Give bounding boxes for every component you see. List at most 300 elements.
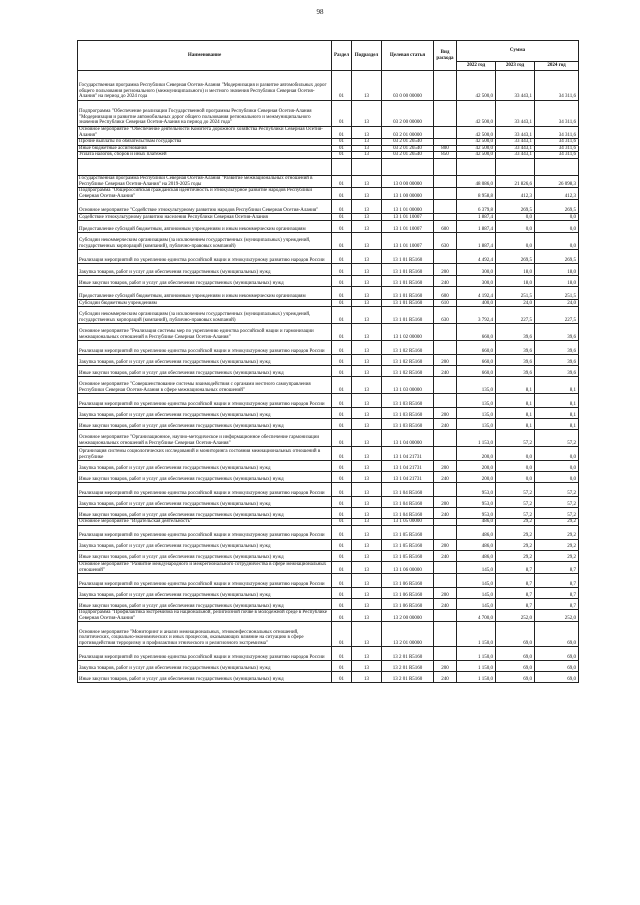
row-expense-type: [434, 574, 457, 588]
row-sum-2022: 486,0: [457, 525, 496, 539]
spacer-cell: [535, 158, 579, 175]
row-name: Иные бюджетные ассигнования: [78, 145, 332, 152]
row-sum-2024: 269,5: [535, 200, 579, 214]
row-sum-2023: 33 443,1: [496, 145, 535, 152]
row-sum-2024: 0,0: [535, 221, 579, 233]
row-sum-2024: 39,6: [535, 355, 579, 366]
table-row: [78, 233, 579, 250]
row-subsection: 13: [352, 661, 382, 672]
table-row: [78, 661, 579, 672]
header-year-2023: 2023 год: [496, 62, 535, 71]
row-sum-2024: 39,6: [535, 366, 579, 377]
table-row: [78, 366, 579, 377]
row-subsection: 13: [352, 233, 382, 250]
table-row: [78, 145, 579, 152]
row-expense-type: 200: [434, 408, 457, 419]
row-sum-2022: 42 500,0: [457, 139, 496, 146]
header-expense-type: Вид расхода: [434, 41, 457, 71]
row-name: Реализация мероприятий по укреплению единства российской нации и этнокультурному развитию народов России: [78, 647, 332, 661]
row-subsection: 13: [352, 188, 382, 200]
spacer-cell: [332, 158, 352, 175]
row-article: 13 1 02 R5160: [382, 355, 434, 366]
row-section: 01: [332, 561, 352, 573]
row-sum-2024: 8,1: [535, 419, 579, 430]
row-section: 01: [332, 276, 352, 287]
table-row: [78, 287, 579, 300]
row-article: 13 1 00 00000: [382, 188, 434, 200]
row-name: Подпрограмма "Профилактика экстремизма на национальной, религиозной почве в молодежной среде в Республике Северная Осетия-Алания": [78, 610, 332, 622]
row-sum-2023: 33 443,1: [496, 152, 535, 159]
table-row: [78, 188, 579, 200]
row-sum-2024: 0,0: [535, 214, 579, 221]
row-sum-2023: 8,7: [496, 574, 535, 588]
row-sum-2023: 21 826,6: [496, 175, 535, 187]
spacer-cell: [78, 158, 332, 175]
table-row: [78, 599, 579, 610]
row-name: Закупка товаров, работ и услуг для обеспечения государственных (муниципальных) нужд: [78, 539, 332, 550]
row-sum-2022: 42 500,0: [457, 152, 496, 159]
row-article: 13 1 01 00000: [382, 200, 434, 214]
row-sum-2023: 69,0: [496, 661, 535, 672]
row-sum-2022: 1 150,0: [457, 672, 496, 683]
spacer-cell: [457, 158, 496, 175]
row-name: Субсидии некоммерческим организациям (за исключением государственных (муниципальных) учреждений, государственных корпораций (компаний), публично-правовых компаний): [78, 307, 332, 324]
row-name: Государственная программа Республики Северная Осетия-Алания "Модернизация и развитие автомобильных дорог общего пользования регионального (межмуниципального) и местного значения Республики Северная Осетия-Алания" на период до 2024 года: [78, 71, 332, 101]
row-sum-2022: 135,0: [457, 408, 496, 419]
row-section: 01: [332, 574, 352, 588]
row-section: 01: [332, 661, 352, 672]
row-article: 13 1 05 R5160: [382, 550, 434, 561]
row-expense-type: 240: [434, 550, 457, 561]
row-article: 03 2 01 26540: [382, 139, 434, 146]
row-sum-2024: 24,0: [535, 300, 579, 307]
row-expense-type: 240: [434, 419, 457, 430]
row-expense-type: 200: [434, 539, 457, 550]
row-sum-2024: 57,2: [535, 497, 579, 508]
row-article: 13 2 01 R5160: [382, 647, 434, 661]
row-sum-2024: 29,2: [535, 525, 579, 539]
table-row: [78, 221, 579, 233]
row-subsection: 13: [352, 145, 382, 152]
row-article: 13 1 06 R5160: [382, 574, 434, 588]
row-sum-2022: 1 150,0: [457, 647, 496, 661]
row-expense-type: 240: [434, 599, 457, 610]
row-article: 13 0 00 00000: [382, 175, 434, 187]
row-sum-2023: 33 443,1: [496, 101, 535, 127]
row-expense-type: [434, 525, 457, 539]
row-sum-2024: 57,2: [535, 483, 579, 497]
row-sum-2023: 0,0: [496, 461, 535, 472]
table-row: [78, 127, 579, 139]
row-name: Субсидии некоммерческим организациям (за исключением государственных (муниципальных) учреждений, государственных корпораций (компаний), публично-правовых компаний): [78, 233, 332, 250]
row-name: Закупка товаров, работ и услуг для обеспечения государственных (муниципальных) нужд: [78, 588, 332, 599]
table-row: [78, 324, 579, 341]
row-subsection: 13: [352, 175, 382, 187]
row-section: 01: [332, 461, 352, 472]
row-section: 01: [332, 355, 352, 366]
row-sum-2024: 251,5: [535, 287, 579, 300]
row-sum-2023: 39,6: [496, 366, 535, 377]
row-subsection: 13: [352, 101, 382, 127]
row-subsection: 13: [352, 508, 382, 519]
row-name: Закупка товаров, работ и услуг для обеспечения государственных (муниципальных) нужд: [78, 355, 332, 366]
table-row: [78, 497, 579, 508]
row-expense-type: 200: [434, 355, 457, 366]
row-article: 13 1 01 R5160: [382, 276, 434, 287]
row-name: Основное мероприятие "Реализация системы мер по укреплению единства российской нации и гармонизации межнациональных отношений в Республике Северная Осетия-Алания": [78, 324, 332, 341]
row-subsection: 13: [352, 472, 382, 483]
row-section: 01: [332, 588, 352, 599]
row-article: 03 2 01 26540: [382, 152, 434, 159]
row-section: 01: [332, 483, 352, 497]
row-subsection: 13: [352, 152, 382, 159]
row-name: Основное мероприятие "Издательская деятельность": [78, 519, 332, 526]
row-section: 01: [332, 145, 352, 152]
row-section: 01: [332, 366, 352, 377]
row-sum-2022: 42 500,0: [457, 101, 496, 127]
header-name: Наименование: [78, 41, 332, 71]
table-row: [78, 574, 579, 588]
row-sum-2024: 57,2: [535, 508, 579, 519]
row-section: 01: [332, 341, 352, 355]
table-row: [78, 461, 579, 472]
row-article: 13 1 01 10007: [382, 214, 434, 221]
row-name: Закупка товаров, работ и услуг для обеспечения государственных (муниципальных) нужд: [78, 408, 332, 419]
row-name: Государственная программа Республики Северная Осетия-Алания "Развитие межнациональных отношений в Республике Северная Осетия-Алания" на 2019-2025 годы: [78, 175, 332, 187]
row-sum-2023: 0,0: [496, 472, 535, 483]
row-section: 01: [332, 647, 352, 661]
row-sum-2022: 1 887,4: [457, 233, 496, 250]
row-section: 01: [332, 622, 352, 647]
row-article: 13 1 05 R5160: [382, 539, 434, 550]
row-sum-2023: 8,1: [496, 394, 535, 408]
row-sum-2023: 39,6: [496, 355, 535, 366]
row-expense-type: [434, 377, 457, 394]
row-sum-2023: 24,0: [496, 300, 535, 307]
row-expense-type: [434, 175, 457, 187]
row-expense-type: 240: [434, 276, 457, 287]
row-expense-type: [434, 139, 457, 146]
row-name: Предоставление субсидий бюджетным, автономным учреждениям и иным некоммерческим организациям: [78, 221, 332, 233]
row-sum-2024: 26 098,3: [535, 175, 579, 187]
row-expense-type: 630: [434, 307, 457, 324]
row-subsection: 13: [352, 519, 382, 526]
row-section: 01: [332, 214, 352, 221]
row-expense-type: 850: [434, 152, 457, 159]
row-name: Иные закупки товаров, работ и услуг для обеспечения государственных (муниципальных) нужд: [78, 508, 332, 519]
row-sum-2022: 486,0: [457, 519, 496, 526]
row-subsection: 13: [352, 408, 382, 419]
row-name: Основное мероприятие "Развитие международного и межрегионального сотрудничества в сфере межнациональных отношений": [78, 561, 332, 573]
row-subsection: 13: [352, 377, 382, 394]
header-subsection: Подраздел: [352, 41, 382, 71]
row-sum-2022: 48 086,0: [457, 175, 496, 187]
table-row: [78, 561, 579, 573]
row-subsection: 13: [352, 71, 382, 101]
row-subsection: 13: [352, 647, 382, 661]
row-sum-2023: 8,1: [496, 419, 535, 430]
row-subsection: 13: [352, 366, 382, 377]
table-row: [78, 447, 579, 461]
row-section: 01: [332, 472, 352, 483]
row-article: 13 1 02 00000: [382, 324, 434, 341]
row-name: Реализация мероприятий по укреплению единства российской нации и этнокультурному развитию народов России: [78, 483, 332, 497]
row-sum-2024: 39,6: [535, 341, 579, 355]
row-section: 01: [332, 71, 352, 101]
row-section: 01: [332, 447, 352, 461]
row-section: 01: [332, 539, 352, 550]
row-sum-2024: 69,0: [535, 672, 579, 683]
row-name: Реализация мероприятий по укреплению единства российской нации и этнокультурному развитию народов России: [78, 250, 332, 264]
table-row: [78, 276, 579, 287]
table-row: [78, 519, 579, 526]
row-sum-2022: 486,0: [457, 539, 496, 550]
spacer-cell: [496, 158, 535, 175]
row-sum-2022: 42 500,0: [457, 127, 496, 139]
row-expense-type: [434, 324, 457, 341]
row-sum-2023: 0,0: [496, 214, 535, 221]
row-sum-2023: 29,2: [496, 525, 535, 539]
row-subsection: 13: [352, 300, 382, 307]
table-row: [78, 483, 579, 497]
row-sum-2022: 660,0: [457, 324, 496, 341]
row-expense-type: [434, 394, 457, 408]
row-expense-type: [434, 101, 457, 127]
row-sum-2022: 145,0: [457, 561, 496, 573]
table-row: [78, 394, 579, 408]
row-sum-2023: 269,5: [496, 250, 535, 264]
table-row: [78, 355, 579, 366]
header-article: Целевая статья: [382, 41, 434, 71]
row-section: 01: [332, 525, 352, 539]
row-sum-2024: 0,0: [535, 233, 579, 250]
row-expense-type: [434, 341, 457, 355]
row-sum-2023: 251,5: [496, 287, 535, 300]
row-name: Иные закупки товаров, работ и услуг для обеспечения государственных (муниципальных) нужд: [78, 276, 332, 287]
table-row: [78, 472, 579, 483]
row-name: Основное мероприятие "Обеспечение деятельности Комитета дорожного хозяйства Республики Северная Осетия-Алания": [78, 127, 332, 139]
table-row: [78, 622, 579, 647]
table-header: [78, 41, 579, 71]
row-article: 13 1 03 R5160: [382, 408, 434, 419]
row-sum-2023: 8,7: [496, 561, 535, 573]
row-subsection: 13: [352, 250, 382, 264]
row-article: 13 2 00 00000: [382, 610, 434, 622]
row-article: 13 1 01 R5160: [382, 250, 434, 264]
row-sum-2024: 69,0: [535, 647, 579, 661]
row-article: 13 1 04 21731: [382, 472, 434, 483]
row-sum-2023: 8,1: [496, 408, 535, 419]
row-sum-2024: 18,0: [535, 276, 579, 287]
row-subsection: 13: [352, 287, 382, 300]
row-section: 01: [332, 672, 352, 683]
row-article: 13 1 04 R5160: [382, 483, 434, 497]
row-sum-2023: 8,7: [496, 588, 535, 599]
table-row: [78, 430, 579, 447]
row-sum-2022: 953,0: [457, 508, 496, 519]
row-name: Реализация мероприятий по укреплению единства российской нации и этнокультурному развитию народов России: [78, 574, 332, 588]
row-section: 01: [332, 200, 352, 214]
row-article: 13 1 03 R5160: [382, 419, 434, 430]
row-sum-2022: 400,0: [457, 300, 496, 307]
row-sum-2023: 69,0: [496, 672, 535, 683]
row-section: 01: [332, 550, 352, 561]
row-name: Прочие выплаты по обязательствам государства: [78, 139, 332, 146]
row-sum-2022: 145,0: [457, 588, 496, 599]
table-row: [78, 550, 579, 561]
row-section: 01: [332, 508, 352, 519]
row-subsection: 13: [352, 561, 382, 573]
row-expense-type: 600: [434, 287, 457, 300]
row-article: 13 1 04 00000: [382, 430, 434, 447]
row-sum-2024: 34 311,6: [535, 71, 579, 101]
row-name: Иные закупки товаров, работ и услуг для обеспечения государственных (муниципальных) нужд: [78, 550, 332, 561]
row-section: 01: [332, 430, 352, 447]
table-row: [78, 525, 579, 539]
row-name: Иные закупки товаров, работ и услуг для обеспечения государственных (муниципальных) нужд: [78, 366, 332, 377]
row-subsection: 13: [352, 430, 382, 447]
table-row: [78, 139, 579, 146]
row-section: 01: [332, 175, 352, 187]
header-year-2022: 2022 год: [457, 62, 496, 71]
row-sum-2023: 269,5: [496, 200, 535, 214]
spacer-cell: [382, 158, 434, 175]
row-article: 13 1 03 00000: [382, 377, 434, 394]
row-name: Организация системы социологических исследований и мониторинга состояния межнациональных отношений в республике: [78, 447, 332, 461]
table-row: [78, 264, 579, 276]
table-row: [78, 588, 579, 599]
row-sum-2022: 135,0: [457, 419, 496, 430]
row-sum-2022: 1 887,4: [457, 221, 496, 233]
row-sum-2023: 39,6: [496, 341, 535, 355]
row-sum-2024: 8,7: [535, 574, 579, 588]
row-article: 13 2 01 R5160: [382, 672, 434, 683]
row-subsection: 13: [352, 497, 382, 508]
row-sum-2023: 69,0: [496, 622, 535, 647]
row-name: Реализация мероприятий по укреплению единства российской нации и этнокультурному развитию народов России: [78, 394, 332, 408]
header-sum: Сумма: [457, 41, 579, 62]
row-article: 13 1 05 R5160: [382, 525, 434, 539]
row-subsection: 13: [352, 276, 382, 287]
row-sum-2023: 57,2: [496, 508, 535, 519]
row-sum-2023: 29,2: [496, 550, 535, 561]
row-sum-2022: 660,0: [457, 341, 496, 355]
row-subsection: 13: [352, 574, 382, 588]
row-sum-2022: 42 500,0: [457, 145, 496, 152]
row-sum-2024: 269,5: [535, 250, 579, 264]
row-subsection: 13: [352, 127, 382, 139]
row-expense-type: [434, 127, 457, 139]
budget-table: [77, 40, 579, 683]
table-row: [78, 214, 579, 221]
table-row: [78, 539, 579, 550]
row-sum-2024: 34 311,6: [535, 127, 579, 139]
row-name: Иные закупки товаров, работ и услуг для обеспечения государственных (муниципальных) нужд: [78, 419, 332, 430]
row-article: 13 1 01 R5160: [382, 287, 434, 300]
page-number: 98: [316, 8, 324, 16]
row-sum-2022: 135,0: [457, 377, 496, 394]
table-row: [78, 71, 579, 101]
row-article: 13 1 06 R5160: [382, 599, 434, 610]
row-name: Уплата налогов, сборов и иных платежей: [78, 152, 332, 159]
row-section: 01: [332, 287, 352, 300]
row-sum-2022: 300,0: [457, 276, 496, 287]
row-expense-type: 610: [434, 300, 457, 307]
row-sum-2024: 0,0: [535, 461, 579, 472]
row-sum-2022: 1 150,0: [457, 661, 496, 672]
table-row: [78, 672, 579, 683]
spacer-cell: [352, 158, 382, 175]
table-row: [78, 200, 579, 214]
row-section: 01: [332, 127, 352, 139]
row-expense-type: 240: [434, 366, 457, 377]
row-sum-2022: 1 887,4: [457, 214, 496, 221]
row-expense-type: [434, 610, 457, 622]
row-sum-2024: 29,2: [535, 550, 579, 561]
table-row: [78, 508, 579, 519]
row-subsection: 13: [352, 525, 382, 539]
row-sum-2022: 486,0: [457, 550, 496, 561]
row-sum-2023: 8,1: [496, 377, 535, 394]
row-sum-2023: 0,0: [496, 233, 535, 250]
row-section: 01: [332, 610, 352, 622]
row-expense-type: [434, 561, 457, 573]
table-row: [78, 341, 579, 355]
table-row: [78, 175, 579, 187]
row-sum-2023: 227,5: [496, 307, 535, 324]
row-sum-2024: 29,2: [535, 519, 579, 526]
row-subsection: 13: [352, 200, 382, 214]
table-row: [78, 250, 579, 264]
row-sum-2024: 0,0: [535, 472, 579, 483]
row-expense-type: [434, 483, 457, 497]
row-sum-2022: 145,0: [457, 574, 496, 588]
section-spacer: [78, 158, 579, 175]
row-sum-2024: 252,0: [535, 610, 579, 622]
row-expense-type: [434, 519, 457, 526]
row-article: 13 1 06 00000: [382, 561, 434, 573]
row-sum-2023: 33 443,1: [496, 139, 535, 146]
row-section: 01: [332, 221, 352, 233]
table-row: [78, 610, 579, 622]
row-article: 13 1 03 R5160: [382, 394, 434, 408]
row-article: 13 1 05 00000: [382, 519, 434, 526]
row-section: 01: [332, 497, 352, 508]
row-expense-type: [434, 622, 457, 647]
row-sum-2023: 57,2: [496, 430, 535, 447]
row-subsection: 13: [352, 672, 382, 683]
row-article: 03 2 01 00000: [382, 127, 434, 139]
row-article: 13 1 06 R5160: [382, 588, 434, 599]
row-expense-type: [434, 250, 457, 264]
header-section: Раздел: [332, 41, 352, 71]
table-row: [78, 408, 579, 419]
row-subsection: 13: [352, 139, 382, 146]
row-subsection: 13: [352, 539, 382, 550]
row-article: 13 1 01 R5160: [382, 307, 434, 324]
row-sum-2024: 412,3: [535, 188, 579, 200]
row-section: 01: [332, 139, 352, 146]
row-section: 01: [332, 324, 352, 341]
row-article: 13 1 02 R5160: [382, 341, 434, 355]
row-sum-2023: 18,0: [496, 264, 535, 276]
row-name: Субсидии бюджетным учреждениям: [78, 300, 332, 307]
row-sum-2023: 33 443,1: [496, 71, 535, 101]
row-expense-type: 200: [434, 264, 457, 276]
row-expense-type: [434, 71, 457, 101]
row-sum-2022: 660,0: [457, 355, 496, 366]
row-name: Иные закупки товаров, работ и услуг для обеспечения государственных (муниципальных) нужд: [78, 472, 332, 483]
